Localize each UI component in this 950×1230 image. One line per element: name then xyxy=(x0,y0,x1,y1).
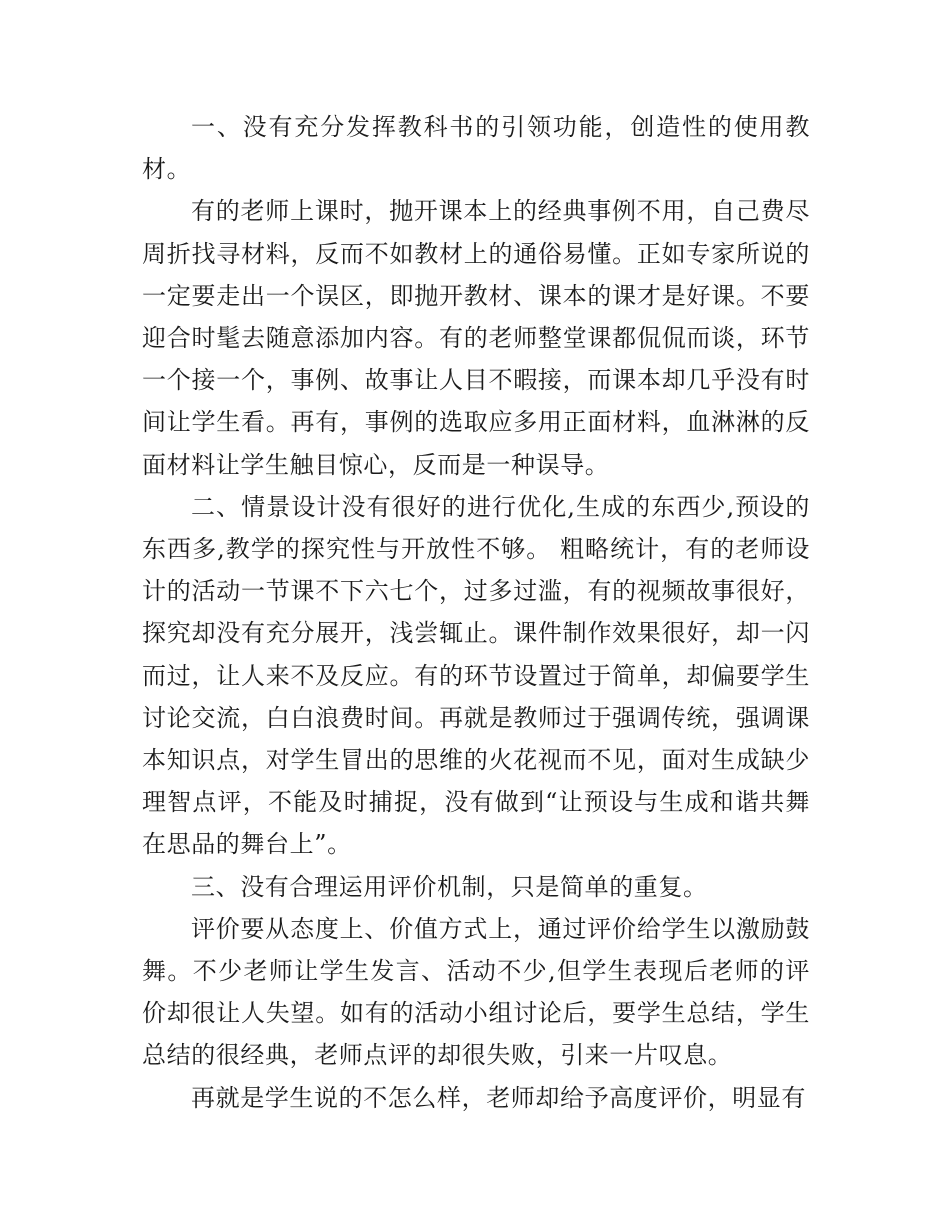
paragraph-textbook-misuse: 有的老师上课时，抛开课本上的经典事例不用，自己费尽周折找寻材料，反而不如教材上的通俗易懂。正如专家所说的一定要走出一个误区，即抛开教材、课本的课才是好课。不要迎合时髦去随意添加内容。有的老师整堂课都侃侃而谈，环节一个接一个，事例、故事让人目不暇接，而课本却几乎没有时间让学生看。再有，事例的选取应多用正面材料，血淋淋的反面材料让学生触目惊心，反而是一种误导。 xyxy=(142,197,810,479)
heading-one: 一、没有充分发挥教科书的引领功能，创造性的使用教材。 xyxy=(142,113,810,184)
heading-two-paragraph: 二、情景设计没有很好的进行优化,生成的东西少,预设的东西多,教学的探究性与开放性不够。 粗略统计，有的老师设计的活动一节课不下六七个，过多过滥，有的视频故事很好，探究却没有充分展开，浅尝辄止。课件制作效果很好，却一闪而过，让人来不及反应。有的环节设置过于简单，却偏要学生讨论交流，白白浪费时间。再就是教师过于强调传统，强调课本知识点，对学生冒出的思维的火花视而不见，面对生成缺少理智点评，不能及时捕捉，没有做到“让预设与生成和谐共舞在思品的舞台上”。 xyxy=(142,492,810,859)
document-page xyxy=(142,106,810,1119)
heading-three: 三、没有合理运用评价机制，只是简单的重复。 xyxy=(191,872,708,901)
paragraph-evaluation: 评价要从态度上、价值方式上，通过评价给学生以激励鼓舞。不少老师让学生发言、活动不少,但学生表现后老师的评价却很让人失望。如有的活动小组讨论后，要学生总结，学生总结的很经典，老师点评的却很失败，引来一片叹息。 xyxy=(142,914,810,1070)
paragraph-evaluation-continued: 再就是学生说的不怎么样，老师却给予高度评价，明显有 xyxy=(191,1083,806,1112)
